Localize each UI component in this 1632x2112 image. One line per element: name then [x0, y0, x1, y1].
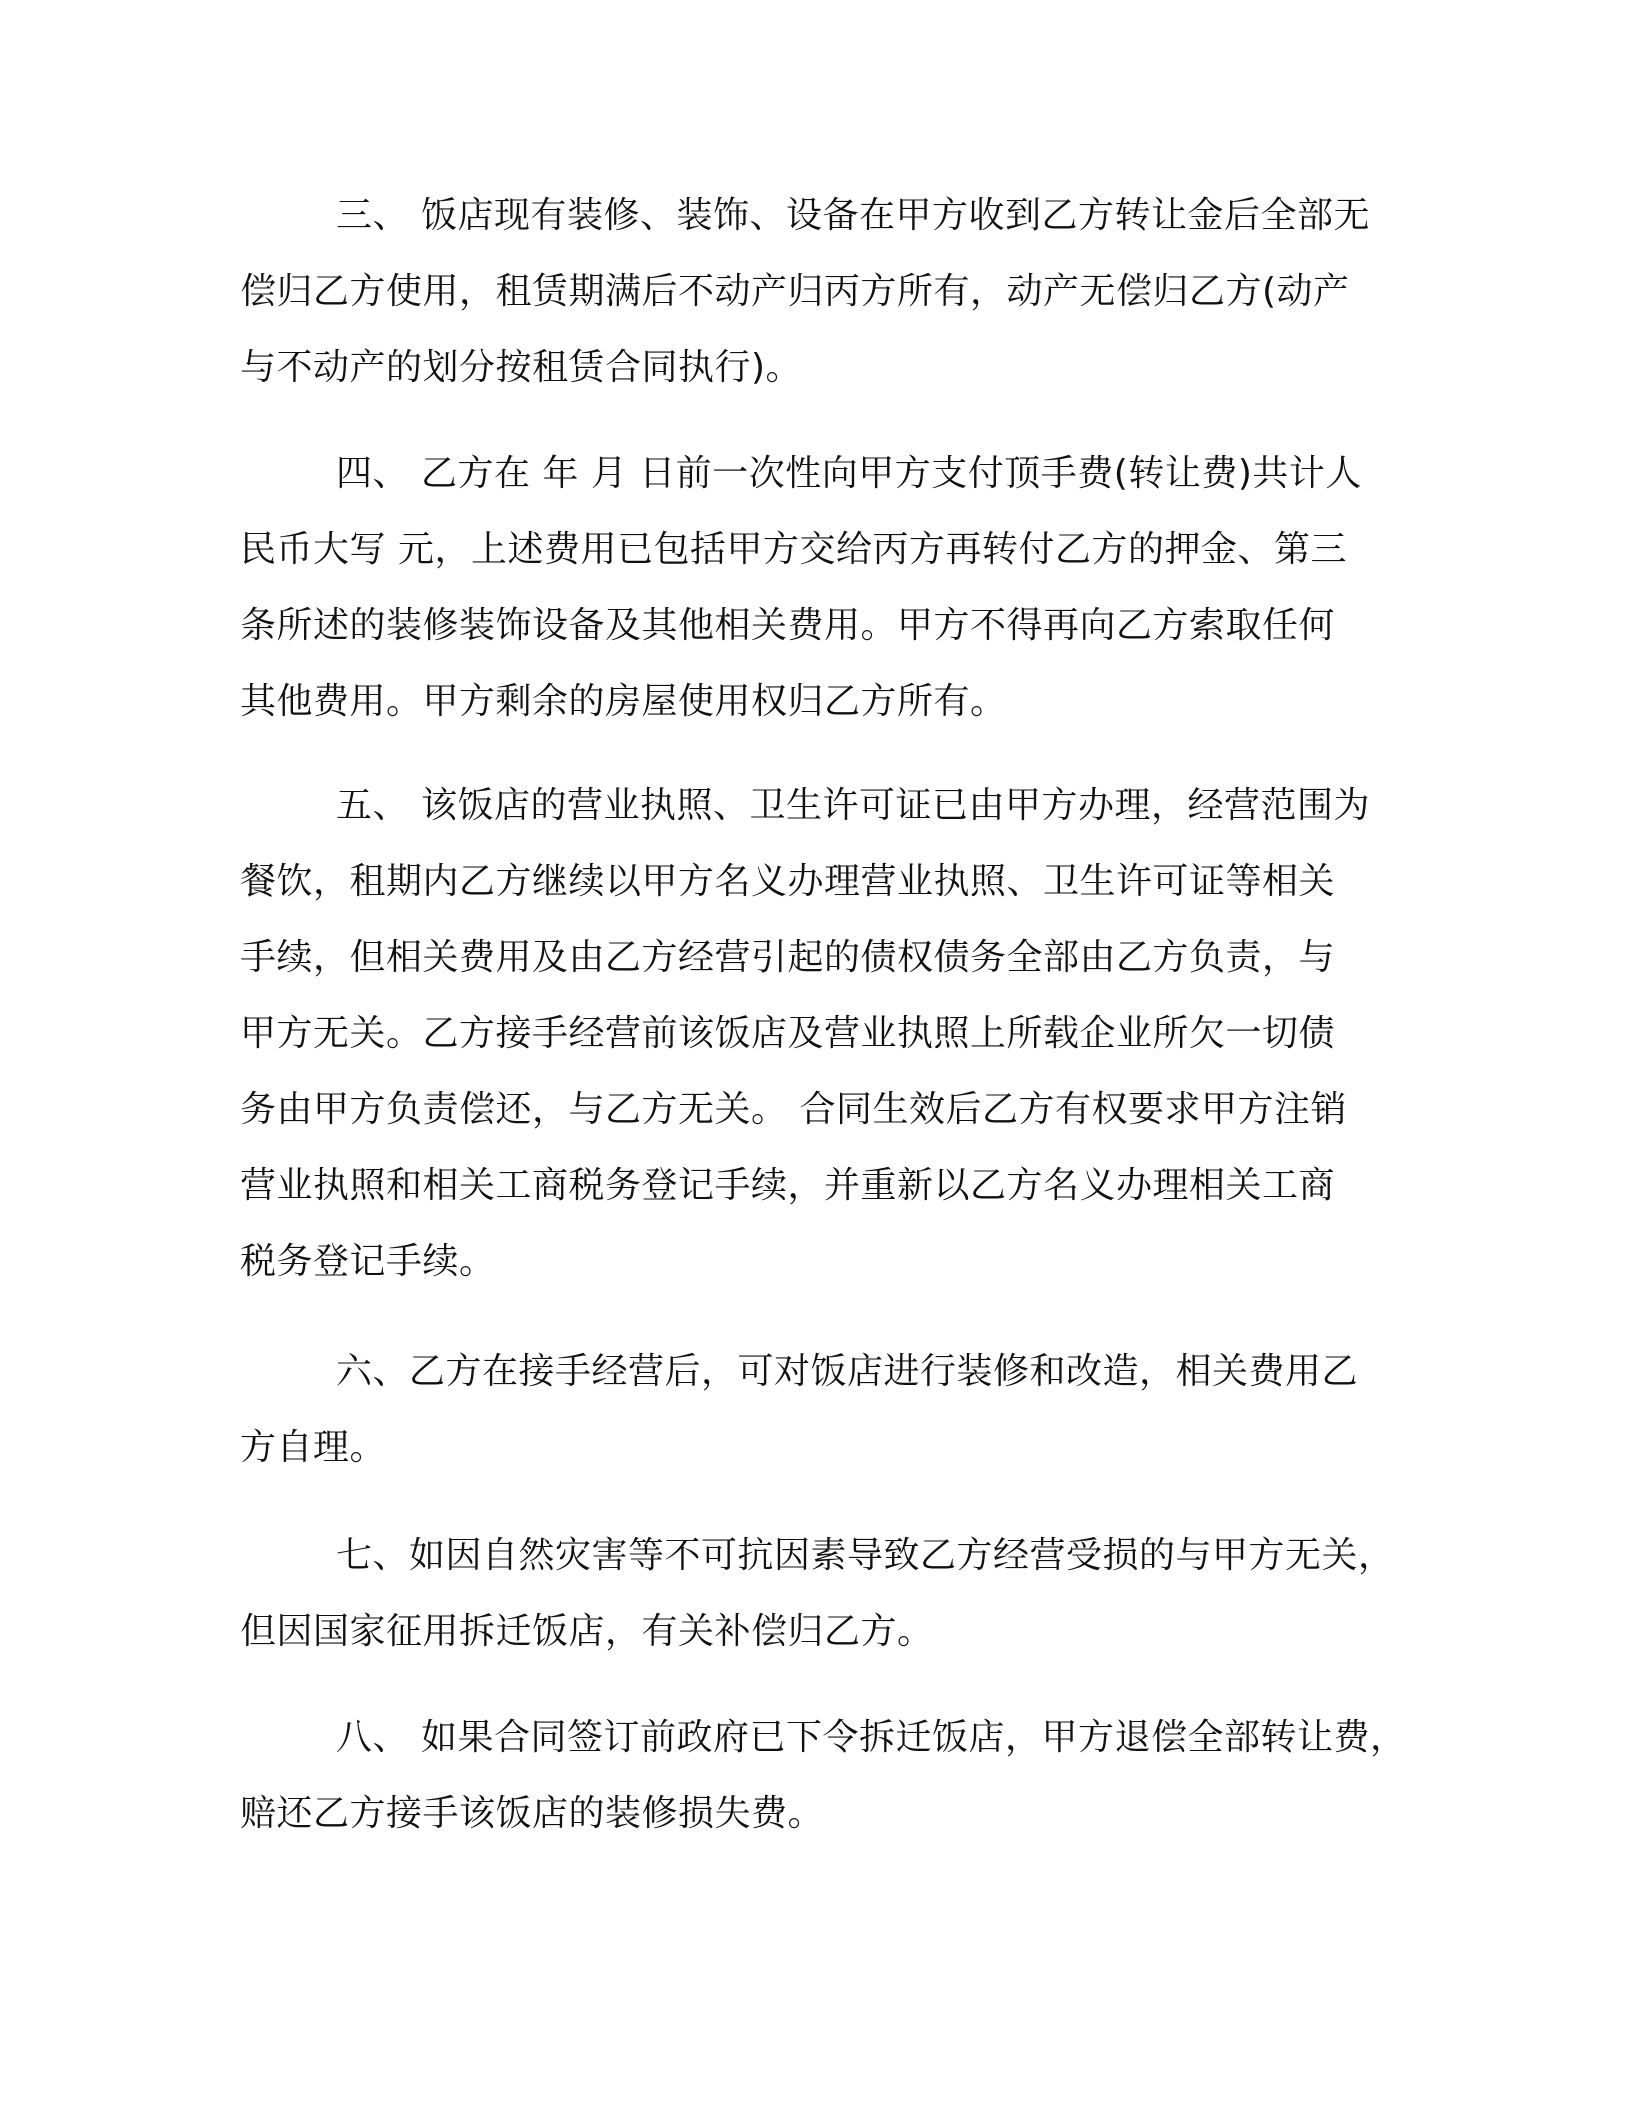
clause-4-line-4: 其他费用。甲方剩余的房屋使用权归乙方所有。	[240, 681, 1007, 722]
clause-7	[240, 1518, 1400, 1670]
clause-6	[240, 1334, 1400, 1486]
clause-5-line-5: 务由甲方负责偿还，与乙方无关。 合同生效后乙方有权要求甲方注销	[240, 1089, 1347, 1130]
clause-4	[240, 436, 1400, 740]
clause-6-line-1: 六、乙方在接手经营后，可对饭店进行装修和改造，相关费用乙	[336, 1351, 1359, 1392]
clause-4-line-2: 民币大写 元，上述费用已包括甲方交给丙方再转付乙方的押金、第三	[240, 529, 1347, 570]
clause-3-line-3: 与不动产的划分按租赁合同执行)。	[240, 347, 803, 388]
clause-5-line-7: 税务登记手续。	[240, 1241, 496, 1282]
clause-7-line-1: 七、如因自然灾害等不可抗因素导致乙方经营受损的与甲方无关，	[336, 1535, 1395, 1576]
clause-7-line-2: 但因国家征用拆迁饭店，有关补偿归乙方。	[240, 1611, 934, 1652]
clause-5	[240, 768, 1400, 1300]
clause-3-line-1: 三、 饭店现有装修、装饰、设备在甲方收到乙方转让金后全部无	[336, 195, 1370, 236]
clause-8-line-2: 赔还乙方接手该饭店的装修损失费。	[240, 1793, 825, 1834]
clause-3-line-2: 偿归乙方使用，租赁期满后不动产归丙方所有，动产无偿归乙方(动产	[240, 271, 1350, 312]
clause-5-line-1: 五、 该饭店的营业执照、卫生许可证已由甲方办理，经营范围为	[336, 785, 1370, 826]
clause-5-line-2: 餐饮，租期内乙方继续以甲方名义办理营业执照、卫生许可证等相关	[240, 861, 1336, 902]
clause-4-line-3: 条所述的装修装饰设备及其他相关费用。甲方不得再向乙方索取任何	[240, 605, 1336, 646]
clause-5-line-6: 营业执照和相关工商税务登记手续，并重新以乙方名义办理相关工商	[240, 1165, 1336, 1206]
clause-8	[240, 1700, 1407, 1852]
clause-5-line-3: 手续，但相关费用及由乙方经营引起的债权债务全部由乙方负责，与	[240, 937, 1336, 978]
clause-4-line-1: 四、 乙方在 年 月 日前一次性向甲方支付顶手费(转让费)共计人	[336, 453, 1362, 494]
clause-6-line-2: 方自理。	[240, 1427, 387, 1468]
clause-5-line-4: 甲方无关。乙方接手经营前该饭店及营业执照上所载企业所欠一切债	[240, 1013, 1336, 1054]
clause-8-line-1: 八、 如果合同签订前政府已下令拆迁饭店，甲方退偿全部转让费，	[336, 1717, 1407, 1758]
clause-3	[240, 178, 1400, 406]
